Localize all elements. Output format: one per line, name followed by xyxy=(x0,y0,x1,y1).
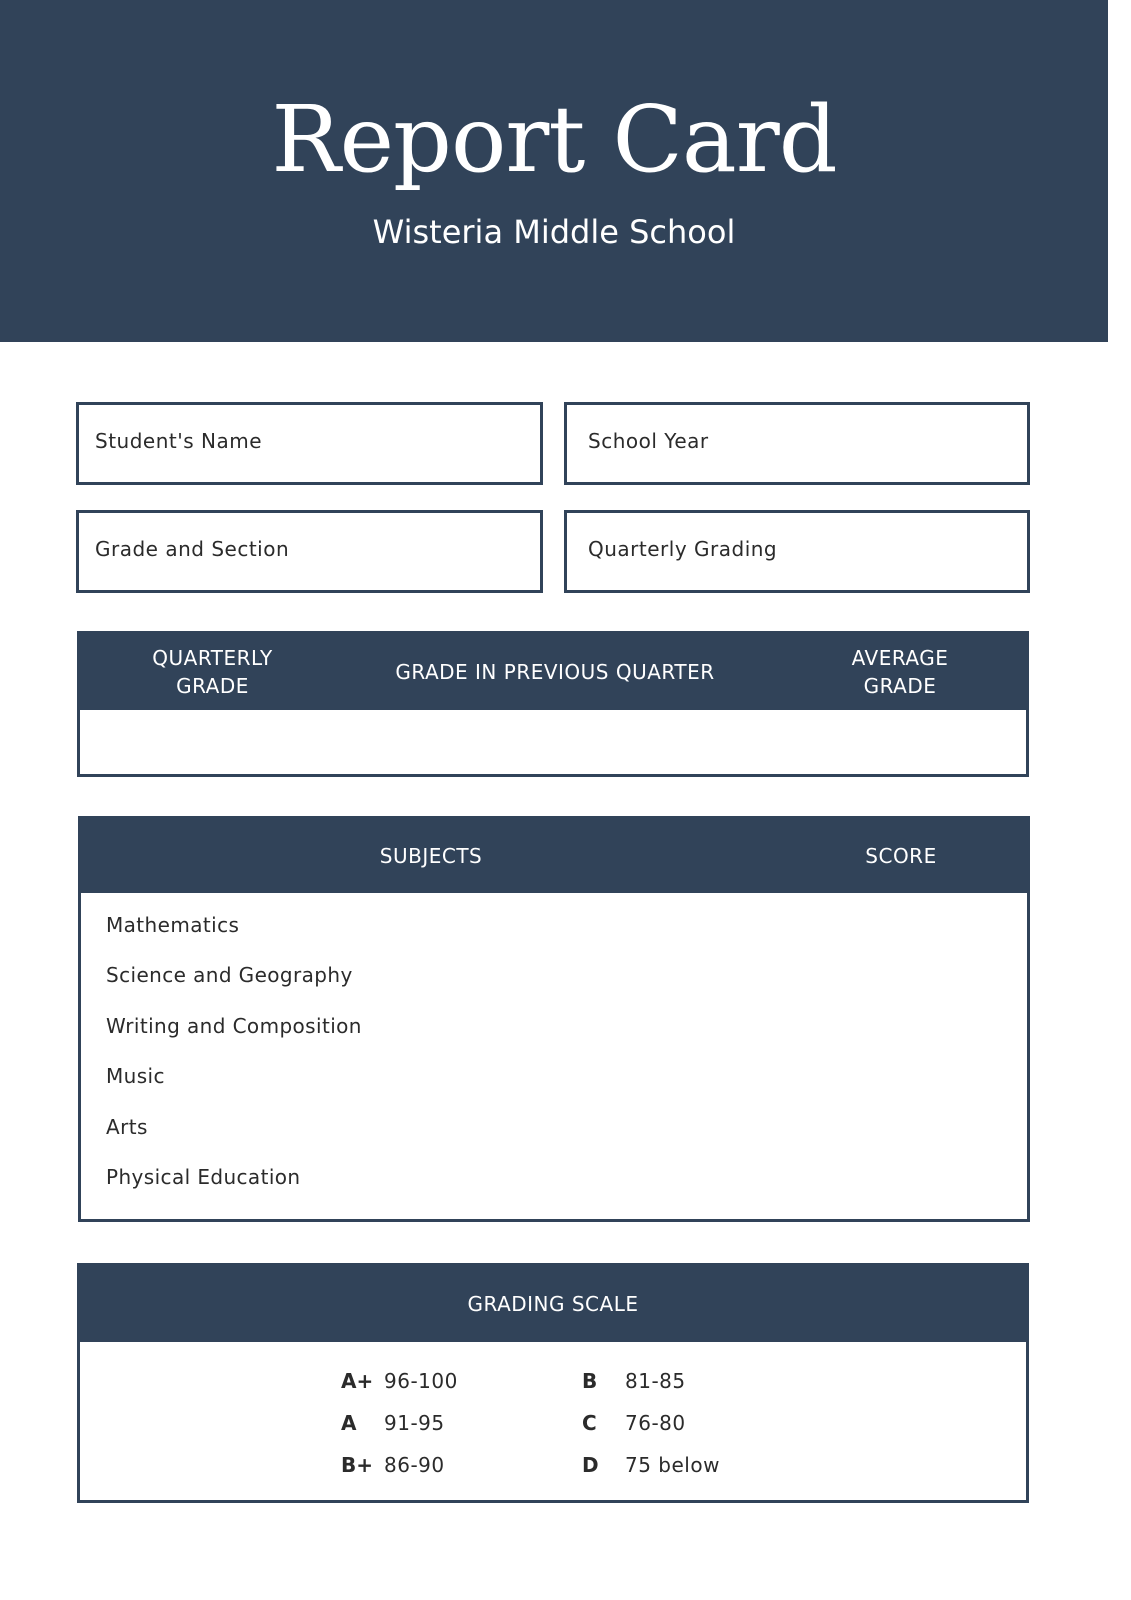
grade-section-field[interactable] xyxy=(76,510,543,593)
subject-item: Mathematics xyxy=(106,913,240,937)
grade-section-label: Grade and Section xyxy=(95,537,290,561)
scale-grade: D xyxy=(582,1453,599,1477)
scale-range: 86-90 xyxy=(384,1453,445,1477)
subject-item: Science and Geography xyxy=(106,963,353,987)
school-year-label: School Year xyxy=(588,429,709,453)
school-year-field[interactable] xyxy=(564,402,1030,485)
grades-table xyxy=(77,631,1029,777)
scale-range: 76-80 xyxy=(625,1411,686,1435)
student-name-field[interactable] xyxy=(76,402,543,485)
score-header: SCORE xyxy=(865,844,937,868)
grades-table-header xyxy=(80,634,1026,710)
grading-scale-table xyxy=(77,1263,1029,1503)
quarterly-grading-label: Quarterly Grading xyxy=(588,537,778,561)
subjects-table xyxy=(78,816,1030,1222)
quarterly-grading-field[interactable] xyxy=(564,510,1030,593)
scale-grade: B+ xyxy=(341,1453,374,1477)
grading-scale-title: GRADING SCALE xyxy=(467,1292,639,1316)
page-title: Report Card xyxy=(271,86,837,193)
scale-grade: B xyxy=(582,1369,598,1393)
scale-range: 96-100 xyxy=(384,1369,458,1393)
scale-grade: A xyxy=(341,1411,357,1435)
subject-item: Music xyxy=(106,1064,165,1088)
subject-item: Arts xyxy=(106,1115,148,1139)
scale-grade: A+ xyxy=(341,1369,374,1393)
quarterly-grade-header: QUARTERLY GRADE xyxy=(152,646,273,698)
subjects-header: SUBJECTS xyxy=(379,844,483,868)
student-name-label: Student's Name xyxy=(95,429,263,453)
scale-range: 75 below xyxy=(625,1453,720,1477)
scale-range: 91-95 xyxy=(384,1411,445,1435)
grading-scale-header xyxy=(80,1266,1026,1342)
previous-quarter-header: GRADE IN PREVIOUS QUARTER xyxy=(395,660,715,684)
subjects-table-header xyxy=(81,819,1027,893)
school-name: Wisteria Middle School xyxy=(372,213,736,251)
subject-item: Physical Education xyxy=(106,1165,301,1189)
scale-grade: C xyxy=(582,1411,597,1435)
subject-item: Writing and Composition xyxy=(106,1014,362,1038)
scale-range: 81-85 xyxy=(625,1369,686,1393)
average-grade-header: AVERAGE GRADE xyxy=(851,646,949,698)
header-banner xyxy=(0,0,1108,342)
